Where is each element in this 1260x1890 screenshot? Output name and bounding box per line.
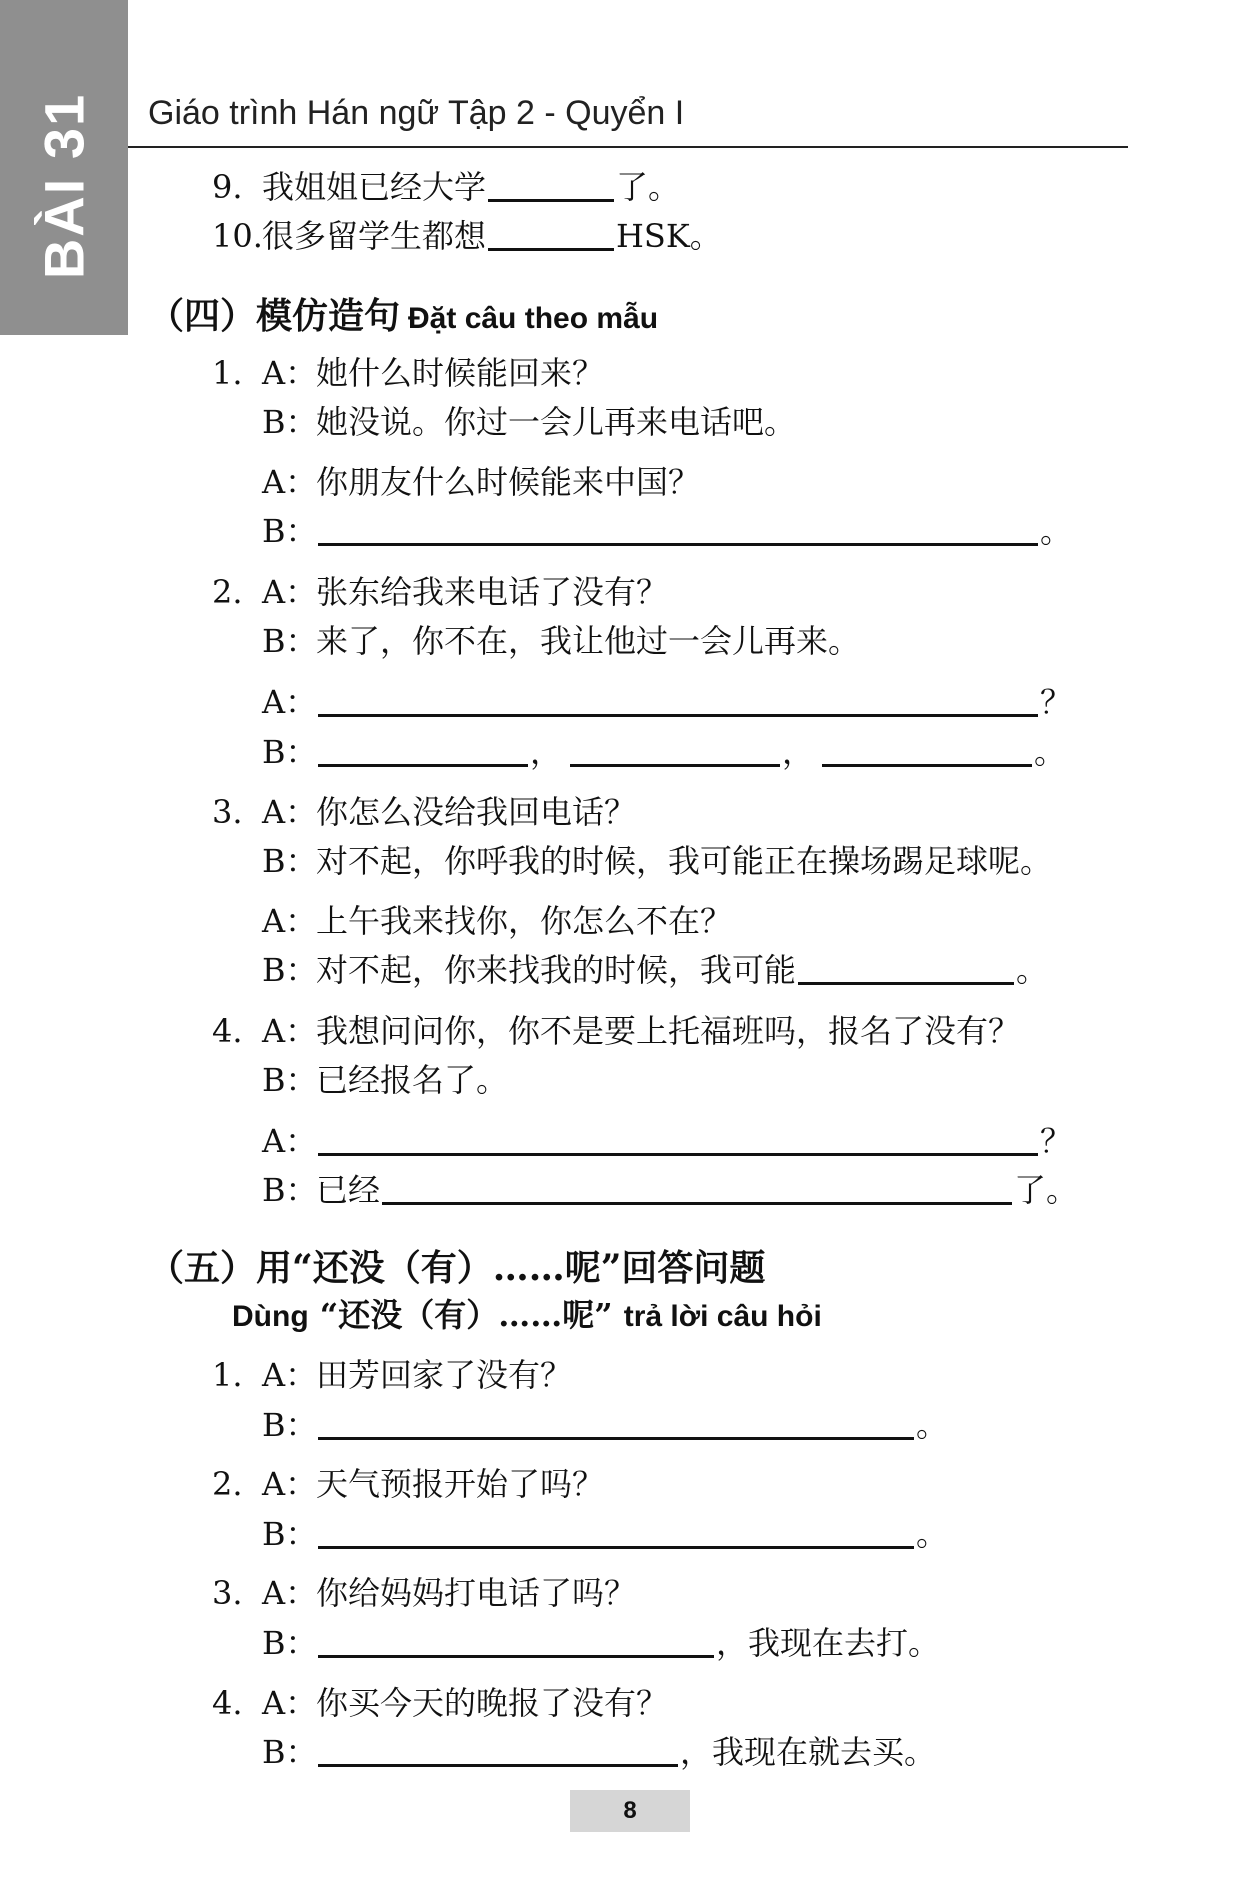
subtitle-part: Dùng xyxy=(232,1300,309,1333)
dialog-b: 她没说。你过一会儿再来电话吧。 xyxy=(316,403,797,441)
exercise-line xyxy=(212,1678,668,1728)
speaker-b: B： xyxy=(262,733,318,771)
answer-blank[interactable] xyxy=(822,730,1032,767)
speaker-a: A： xyxy=(262,793,318,831)
exercise-line xyxy=(262,836,1052,886)
answer-blank[interactable] xyxy=(318,1512,914,1549)
dialog-b: ，我现在就去买。 xyxy=(680,1733,937,1771)
exercise-line xyxy=(212,567,668,617)
speaker-b: B： xyxy=(262,512,318,550)
answer-blank[interactable] xyxy=(318,680,1038,717)
exercise-line xyxy=(262,616,860,666)
speaker-a: A： xyxy=(262,1356,318,1394)
section-title-vi: Đặt câu theo mẫu xyxy=(408,302,659,335)
exercise-line xyxy=(262,397,796,447)
answer-blank[interactable] xyxy=(318,730,528,767)
subtitle-part: trả lời câu hỏi xyxy=(623,1300,822,1333)
speaker-a: A： xyxy=(262,463,318,501)
answer-blank[interactable] xyxy=(488,214,614,251)
punct: ， xyxy=(782,733,815,771)
speaker-a: A： xyxy=(262,354,318,392)
speaker-b: B： xyxy=(262,1515,318,1553)
exercise-line xyxy=(262,896,732,946)
exercise-line xyxy=(212,787,636,837)
dialog-a: 你给妈妈打电话了吗？ xyxy=(316,1574,637,1612)
dialog-b: 对不起，你呼我的时候，我可能正在操场踢足球呢。 xyxy=(316,842,1053,880)
exercise-line xyxy=(212,1350,572,1400)
item-number: 4. xyxy=(212,1012,243,1050)
page-number: 8 xyxy=(570,1790,690,1832)
book-header: Giáo trình Hán ngữ Tập 2 - Quyển I xyxy=(148,94,685,132)
speaker-a: A： xyxy=(262,1012,318,1050)
speaker-b: B： xyxy=(262,1733,318,1771)
exercise-line xyxy=(262,1116,1072,1166)
punct: 。 xyxy=(916,1515,949,1553)
answer-blank[interactable] xyxy=(318,509,1038,546)
answer-blank[interactable] xyxy=(488,165,614,202)
exercise-line xyxy=(262,1618,940,1668)
dialog-b: 来了，你不在，我让他过一会儿再来。 xyxy=(316,622,861,660)
subtitle-part: “还没（有）……呢” xyxy=(319,1296,613,1334)
section-title-cn: （四）模仿造句 xyxy=(148,295,401,337)
speaker-b: B： xyxy=(262,1624,318,1662)
speaker-b: B： xyxy=(262,842,318,880)
item-text: 很多留学生都想 xyxy=(262,217,487,255)
punct: 。 xyxy=(1016,951,1049,989)
lesson-tab-label: BÀI 31 xyxy=(32,92,96,280)
exercise-line xyxy=(262,945,1048,995)
punct: 。 xyxy=(1034,733,1067,771)
item-number: 4. xyxy=(212,1684,243,1722)
speaker-b: B： xyxy=(262,403,318,441)
punct: 。 xyxy=(1040,512,1073,550)
exercise-line xyxy=(262,506,1072,556)
dialog-b: 已经报名了。 xyxy=(316,1061,509,1099)
speaker-a: A： xyxy=(262,573,318,611)
punct: 了。 xyxy=(1014,1171,1079,1209)
fill-item-9 xyxy=(212,162,680,212)
exercise-line xyxy=(262,457,700,507)
answer-blank[interactable] xyxy=(570,730,780,767)
item-number: 2. xyxy=(212,573,243,611)
exercise-line xyxy=(262,677,1072,727)
item-number: 3. xyxy=(212,793,243,831)
answer-blank[interactable] xyxy=(318,1621,714,1658)
exercise-line xyxy=(262,1055,508,1105)
item-number: 1. xyxy=(212,1356,243,1394)
speaker-b: B： xyxy=(262,1406,318,1444)
section-4-title xyxy=(148,289,658,343)
item-number: 3. xyxy=(212,1574,243,1612)
dialog-a: 你怎么没给我回电话？ xyxy=(316,793,637,831)
lesson-side-tab xyxy=(0,0,128,335)
item-text-end: HSK。 xyxy=(616,217,722,255)
section-5-title xyxy=(148,1241,765,1295)
answer-blank[interactable] xyxy=(382,1168,1012,1205)
item-number: 1. xyxy=(212,354,243,392)
exercise-line xyxy=(262,727,1066,777)
dialog-a: 你买今天的晚报了没有？ xyxy=(316,1684,669,1722)
dialog-b: 对不起，你来找我的时候，我可能 xyxy=(316,951,797,989)
speaker-b: B： xyxy=(262,951,318,989)
speaker-a: A： xyxy=(262,902,318,940)
speaker-a: A： xyxy=(262,1465,318,1503)
dialog-b: 已经 xyxy=(316,1171,381,1209)
section-title-cn: （五）用“还没（有）……呢”回答问题 xyxy=(148,1247,766,1289)
answer-blank[interactable] xyxy=(318,1119,1038,1156)
exercise-line xyxy=(262,1400,948,1450)
item-number: 9. xyxy=(212,168,243,206)
answer-blank[interactable] xyxy=(798,948,1014,985)
dialog-a: 上午我来找你，你怎么不在？ xyxy=(316,902,733,940)
item-number: 2. xyxy=(212,1465,243,1503)
dialog-a: 我想问问你，你不是要上托福班吗，报名了没有？ xyxy=(316,1012,1021,1050)
speaker-a: A： xyxy=(262,683,318,721)
speaker-a: A： xyxy=(262,1684,318,1722)
exercise-line xyxy=(212,1459,604,1509)
punct: 。 xyxy=(916,1406,949,1444)
fill-item-10 xyxy=(212,211,722,261)
item-text-end: 了。 xyxy=(616,168,681,206)
exercise-line xyxy=(262,1727,936,1777)
item-number: 10. xyxy=(212,217,263,255)
dialog-a: 她什么时候能回来？ xyxy=(316,354,605,392)
punct: ， xyxy=(530,733,563,771)
speaker-b: B： xyxy=(262,1061,318,1099)
exercise-line xyxy=(212,348,604,398)
punct: ？ xyxy=(1040,1122,1073,1160)
exercise-line xyxy=(262,1165,1078,1215)
section-5-subtitle xyxy=(232,1290,822,1340)
dialog-b: ，我现在去打。 xyxy=(716,1624,941,1662)
answer-blank[interactable] xyxy=(318,1403,914,1440)
dialog-a: 张东给我来电话了没有？ xyxy=(316,573,669,611)
punct: ？ xyxy=(1040,683,1073,721)
dialog-a: 天气预报开始了吗？ xyxy=(316,1465,605,1503)
exercise-line xyxy=(212,1006,1020,1056)
speaker-a: A： xyxy=(262,1122,318,1160)
answer-blank[interactable] xyxy=(318,1730,678,1767)
speaker-a: A： xyxy=(262,1574,318,1612)
exercise-line xyxy=(262,1509,948,1559)
speaker-b: B： xyxy=(262,1171,318,1209)
dialog-a: 田芳回家了没有？ xyxy=(316,1356,573,1394)
dialog-a: 你朋友什么时候能来中国？ xyxy=(316,463,701,501)
item-text: 我姐姐已经大学 xyxy=(262,168,487,206)
exercise-line xyxy=(212,1568,636,1618)
speaker-b: B： xyxy=(262,622,318,660)
header-rule xyxy=(128,146,1128,148)
